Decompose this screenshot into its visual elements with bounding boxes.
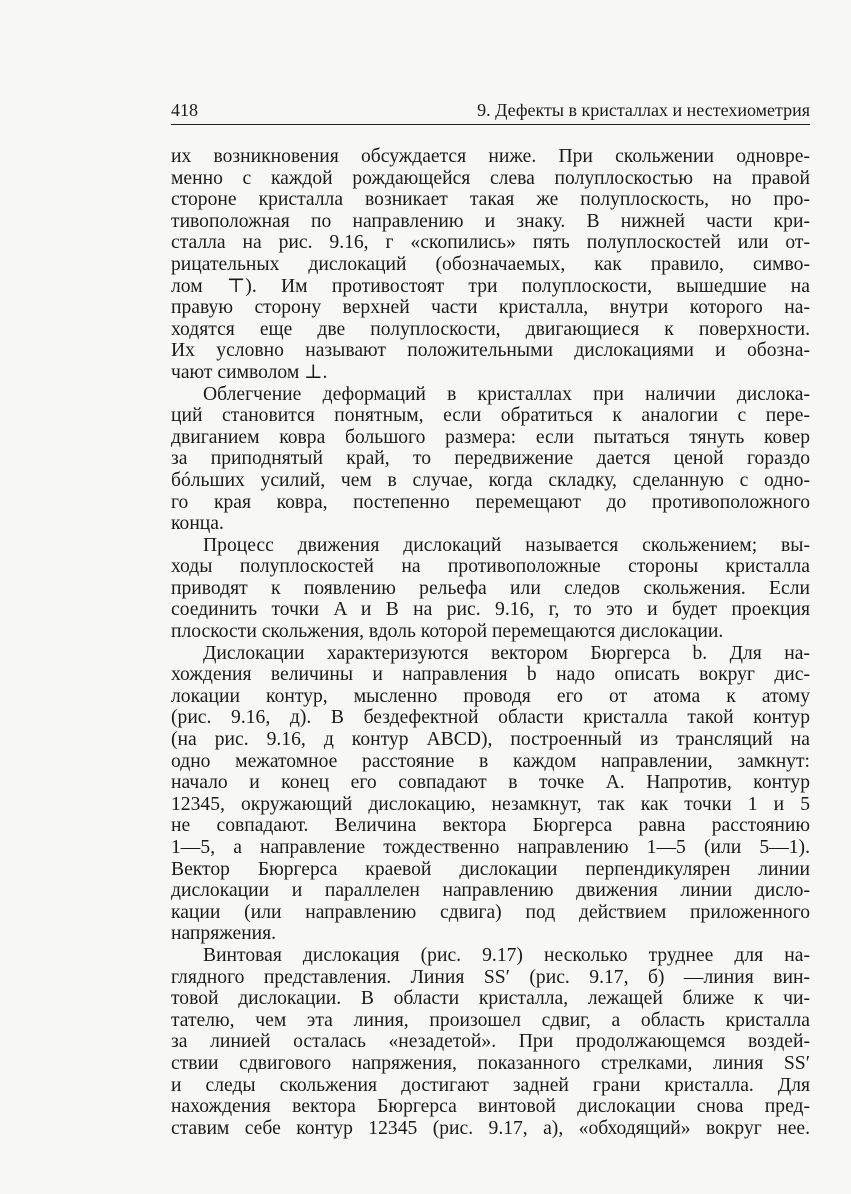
text-line: бóльших усилий, чем в случае, когда складку, сделанную с одно- (171, 469, 810, 491)
text-line: их возникновения обсуждается ниже. При скольжении одновре- (171, 146, 810, 167)
text-line: соединить точки A и B на рис. 9.16, г, то это и будет проекция (171, 599, 810, 621)
text-line: правую сторону верхней части кристалла, внутри которого на- (171, 297, 810, 319)
text-line: 1—5, а направление тождественно направлению 1—5 (или 5—1). (171, 837, 810, 858)
text-line: хождения величины и направления b надо описать вокруг дис- (171, 664, 810, 686)
text-line: Вектор Бюргерса краевой дислокации перпендикулярен линии (171, 858, 810, 880)
text-line: сталла на рис. 9.16, г «скопились» пять полуплоскостей или от- (171, 232, 810, 254)
text-line: одно межатомное расстояние в каждом направлении, замкнут: (171, 750, 810, 772)
header-rule (171, 124, 810, 125)
page-number: 418 (171, 100, 198, 120)
paragraph-first-line: Облегчение деформаций в кристаллах при наличии дислока- (203, 383, 810, 405)
text-line: дислокации и параллелен направлению движения линии дисло- (171, 880, 810, 902)
text-line: напряжения. (171, 923, 277, 945)
text-line: за линией осталась «незадетой». При продолжающемся воздей- (171, 1031, 810, 1053)
body-text (171, 146, 810, 1139)
paragraph-first-line: Винтовая дислокация (рис. 9.17) несколько труднее для на- (203, 944, 810, 966)
text-line: рицательных дислокаций (обозначаемых, как правило, симво- (171, 253, 810, 275)
text-line: чают символом ⊥. (171, 361, 328, 383)
text-line: ходятся еще две полуплоскости, двигающиеся к поверхности. (171, 318, 810, 340)
text-line: приводят к появлению рельефа или следов скольжения. Если (171, 577, 810, 599)
text-line: ставим себе контур 12345 (рис. 9.17, а), «обходящий» вокруг нее. (171, 1117, 810, 1139)
text-line: и следы скольжения достигают задней грани кристалла. Для (171, 1074, 810, 1096)
text-line: нахождения вектора Бюргерса винтовой дислокации снова пред- (171, 1096, 810, 1118)
text-line: конца. (171, 513, 224, 535)
text-line: Их условно называют положительными дислокациями и обозна- (171, 340, 810, 362)
paragraph-first-line: Процесс движения дислокаций называется скольжением; вы- (203, 534, 810, 556)
text-line: глядного представления. Линия SS′ (рис. 9.17, б) —линия вин- (171, 966, 810, 988)
text-line: двиганием ковра большого размера: если пытаться тянуть ковер (171, 426, 810, 448)
text-line: ций становится понятным, если обратиться к аналогии с пере- (171, 405, 810, 427)
text-line: товой дислокации. В области кристалла, лежащей ближе к чи- (171, 988, 810, 1010)
text-line: плоскости скольжения, вдоль которой перемещаются дислокации. (171, 621, 724, 643)
text-line: менно с каждой рождающейся слева полуплоскостью на правой (171, 167, 810, 189)
text-line: (на рис. 9.16, д контур ABCD), построенный из трансляций на (171, 729, 810, 751)
text-line: тателю, чем эта линия, произошел сдвиг, а область кристалла (171, 1009, 810, 1031)
text-line: начало и конец его совпадают в точке A. Напротив, контур (171, 772, 810, 794)
text-line: лом ⊤). Им противостоят три полуплоскости, вышедшие на (171, 275, 810, 297)
text-line: стороне кристалла возникает такая же полуплоскость, но про- (171, 189, 810, 211)
text-line: ходы полуплоскостей на противоположные стороны кристалла (171, 556, 810, 578)
text-line: тивоположная по направлению и знаку. В нижней части кри- (171, 210, 810, 232)
text-line: кации (или направлению сдвига) под действием приложенного (171, 901, 810, 923)
text-line: не совпадают. Величина вектора Бюргерса равна расстоянию (171, 815, 810, 837)
page-header (171, 100, 810, 124)
text-line: за приподнятый край, то передвижение дается ценой гораздо (171, 448, 810, 470)
text-line: 12345, окружающий дислокацию, незамкнут, так как точки 1 и 5 (171, 793, 810, 815)
text-line: го края ковра, постепенно перемещают до противоположного (171, 491, 810, 513)
paragraph-first-line: Дислокации характеризуются вектором Бюргерса b. Для на- (203, 642, 810, 664)
running-title: 9. Дефекты в кристаллах и нестехиометрия (477, 100, 810, 120)
text-line: (рис. 9.16, д). В бездефектной области кристалла такой контур (171, 707, 810, 729)
text-line: ствии сдвигового напряжения, показанного стрелками, линия SS′ (171, 1052, 810, 1074)
text-line: локации контур, мысленно проводя его от атома к атому (171, 685, 810, 707)
